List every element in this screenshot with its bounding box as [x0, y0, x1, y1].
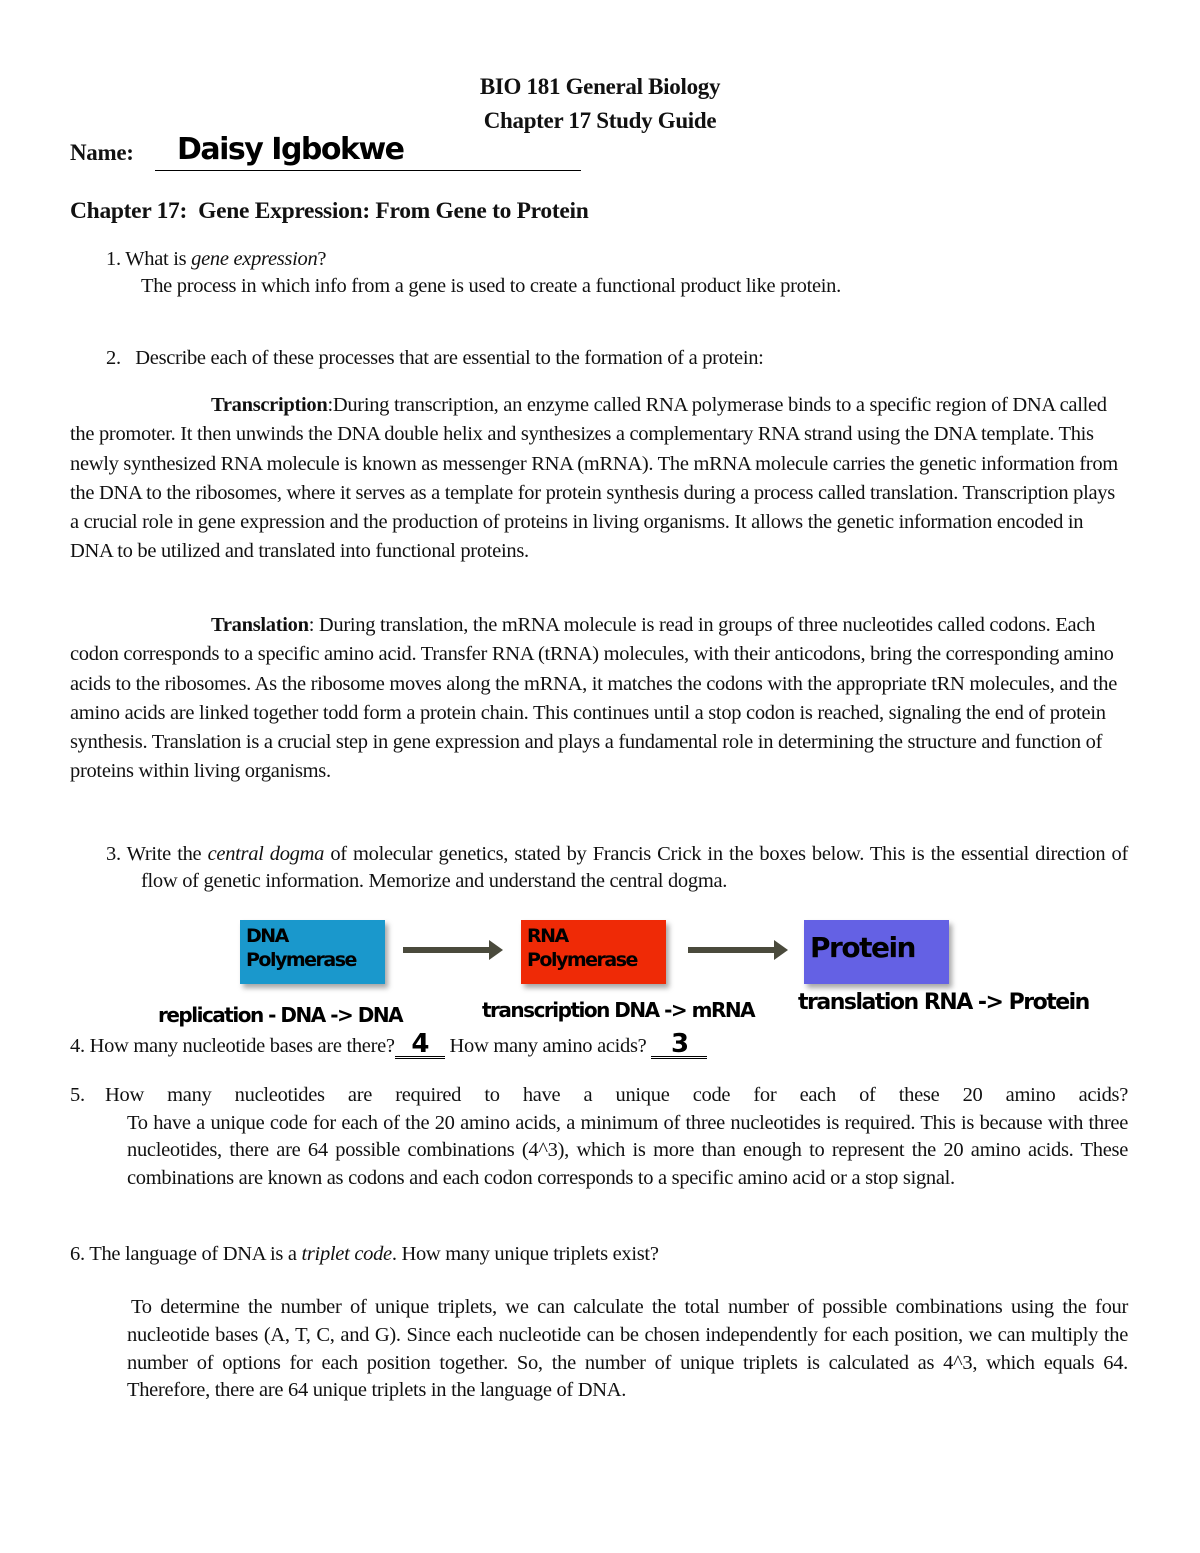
- protein-box: [804, 920, 949, 984]
- question-2: [106, 347, 764, 370]
- q4-text-bases: 4. How many nucleotide bases are there?: [70, 1035, 395, 1057]
- question-3: [106, 841, 1128, 895]
- dna-box-text: DNA Polymerase: [246, 925, 356, 971]
- name-label: Name:: [70, 140, 134, 165]
- course-title: BIO 181 General Biology: [479, 74, 721, 99]
- rna-box-text: RNA Polymerase: [527, 925, 637, 971]
- translation-answer: [70, 611, 1128, 787]
- q2-number: 2.: [106, 347, 121, 369]
- replication-note: replication - DNA -> DNA: [158, 1003, 403, 1027]
- translation-text: : During translation, the mRNA molecule is read in groups of three nucleotides called codons. Each codon corresponds to a specific amino acid. Transfer RNA (tRNA) molecules, with their anticodons, bring the corresponding amino acids to the ribosomes. As the ribosome moves along the mRNA, it matches the codons with the appropriate tRN molecules, and the amino acids are linked together todd form a protein chain. This continues until a stop codon is reached, signaling the end of protein synthesis. Translation is a crucial step in gene expression and plays a fundamental role in determining the structure and function of proteins within living organisms.: [70, 614, 1118, 783]
- arrow-right-icon: [403, 947, 491, 953]
- transcription-text: :During transcription, an enzyme called RNA polymerase binds to a specific region of DNA called the promoter. It then unwinds the DNA double helix and synthesizes a complementary RNA strand using the DNA template. This newly synthesized RNA molecule is known as messenger RNA (mRNA). The mRNA molecule carries the genetic information from the DNA to the ribosomes, where it serves as a template for protein synthesis during a process called translation. Transcription plays a crucial role in gene expression and the production of proteins in living organisms. It allows the genetic information encoded in DNA to be utilized and translated into functional proteins.: [70, 394, 1118, 563]
- question-5: [70, 1082, 1128, 1192]
- q3-prefix: Write the: [126, 843, 208, 865]
- question-6: [70, 1243, 659, 1266]
- q4-answer-bases: 4: [395, 1032, 445, 1059]
- q3-suffix: of molecular genetics, stated by Francis Crick in the boxes below. This is the essential direction of flow of genetic information. Memorize and understand the central dogma.: [141, 843, 1128, 892]
- q1-suffix: ?: [317, 248, 327, 270]
- transcription-note: transcription DNA -> mRNA: [482, 998, 755, 1022]
- q5-text: How many nucleotides are required to have a unique code for each of these 20 amino acids?: [105, 1084, 1128, 1106]
- question-1: [106, 248, 326, 271]
- q4-text-amino: How many amino acids?: [449, 1035, 647, 1057]
- chapter-heading: Chapter 17: Gene Expression: From Gene to Protein: [70, 198, 589, 224]
- transcription-answer: [70, 391, 1128, 567]
- q4-answer-amino: 3: [651, 1032, 707, 1059]
- translation-note: translation RNA -> Protein: [798, 990, 1089, 1015]
- q5-number: 5.: [70, 1084, 85, 1106]
- name-value: Daisy Igbokwe: [177, 132, 404, 167]
- q2-text: Describe each of these processes that are essential to the formation of a protein:: [135, 347, 764, 369]
- q3-number: 3.: [106, 843, 121, 865]
- guide-title: Chapter 17 Study Guide: [483, 108, 717, 133]
- translation-label: Translation: [211, 614, 309, 636]
- name-field: [155, 132, 581, 171]
- q6-suffix: . How many unique triplets exist?: [391, 1243, 659, 1265]
- q6-prefix: 6. The language of DNA is a: [70, 1243, 302, 1265]
- dna-box: [240, 920, 385, 984]
- question-4: [70, 1029, 707, 1059]
- q6-answer: To determine the number of unique triplets, we can calculate the total number of possible combinations using the four nucleotide bases (A, T, C, and G). Since each nucleotide can be chosen independently for each position, we can multiply the number of options for each position together. So, the number of unique triplets is calculated as 4^3, which equals 64. Therefore, there are 64 unique triplets in the language of DNA.: [127, 1296, 1128, 1402]
- q1-prefix: What is: [125, 248, 192, 270]
- arrow-right-icon: [688, 947, 776, 953]
- protein-box-text: Protein: [810, 931, 915, 964]
- q6-term: triplet code: [301, 1243, 392, 1265]
- rna-box: [521, 920, 666, 984]
- q1-answer: The process in which info from a gene is used to create a functional product like protein.: [141, 275, 841, 297]
- q1-term: gene expression: [191, 248, 318, 270]
- q1-number: 1.: [106, 248, 121, 270]
- q5-answer: To have a unique code for each of the 20 amino acids, a minimum of three nucleotides is required. This is because with three nucleotides, there are 64 possible combinations (4^3), which is more than enough to represent the 20 amino acids. These combinations are known as codons and each codon corresponds to a specific amino acid or a stop signal.: [127, 1111, 1128, 1189]
- transcription-label: Transcription: [211, 394, 328, 416]
- q3-term: central dogma: [207, 843, 325, 865]
